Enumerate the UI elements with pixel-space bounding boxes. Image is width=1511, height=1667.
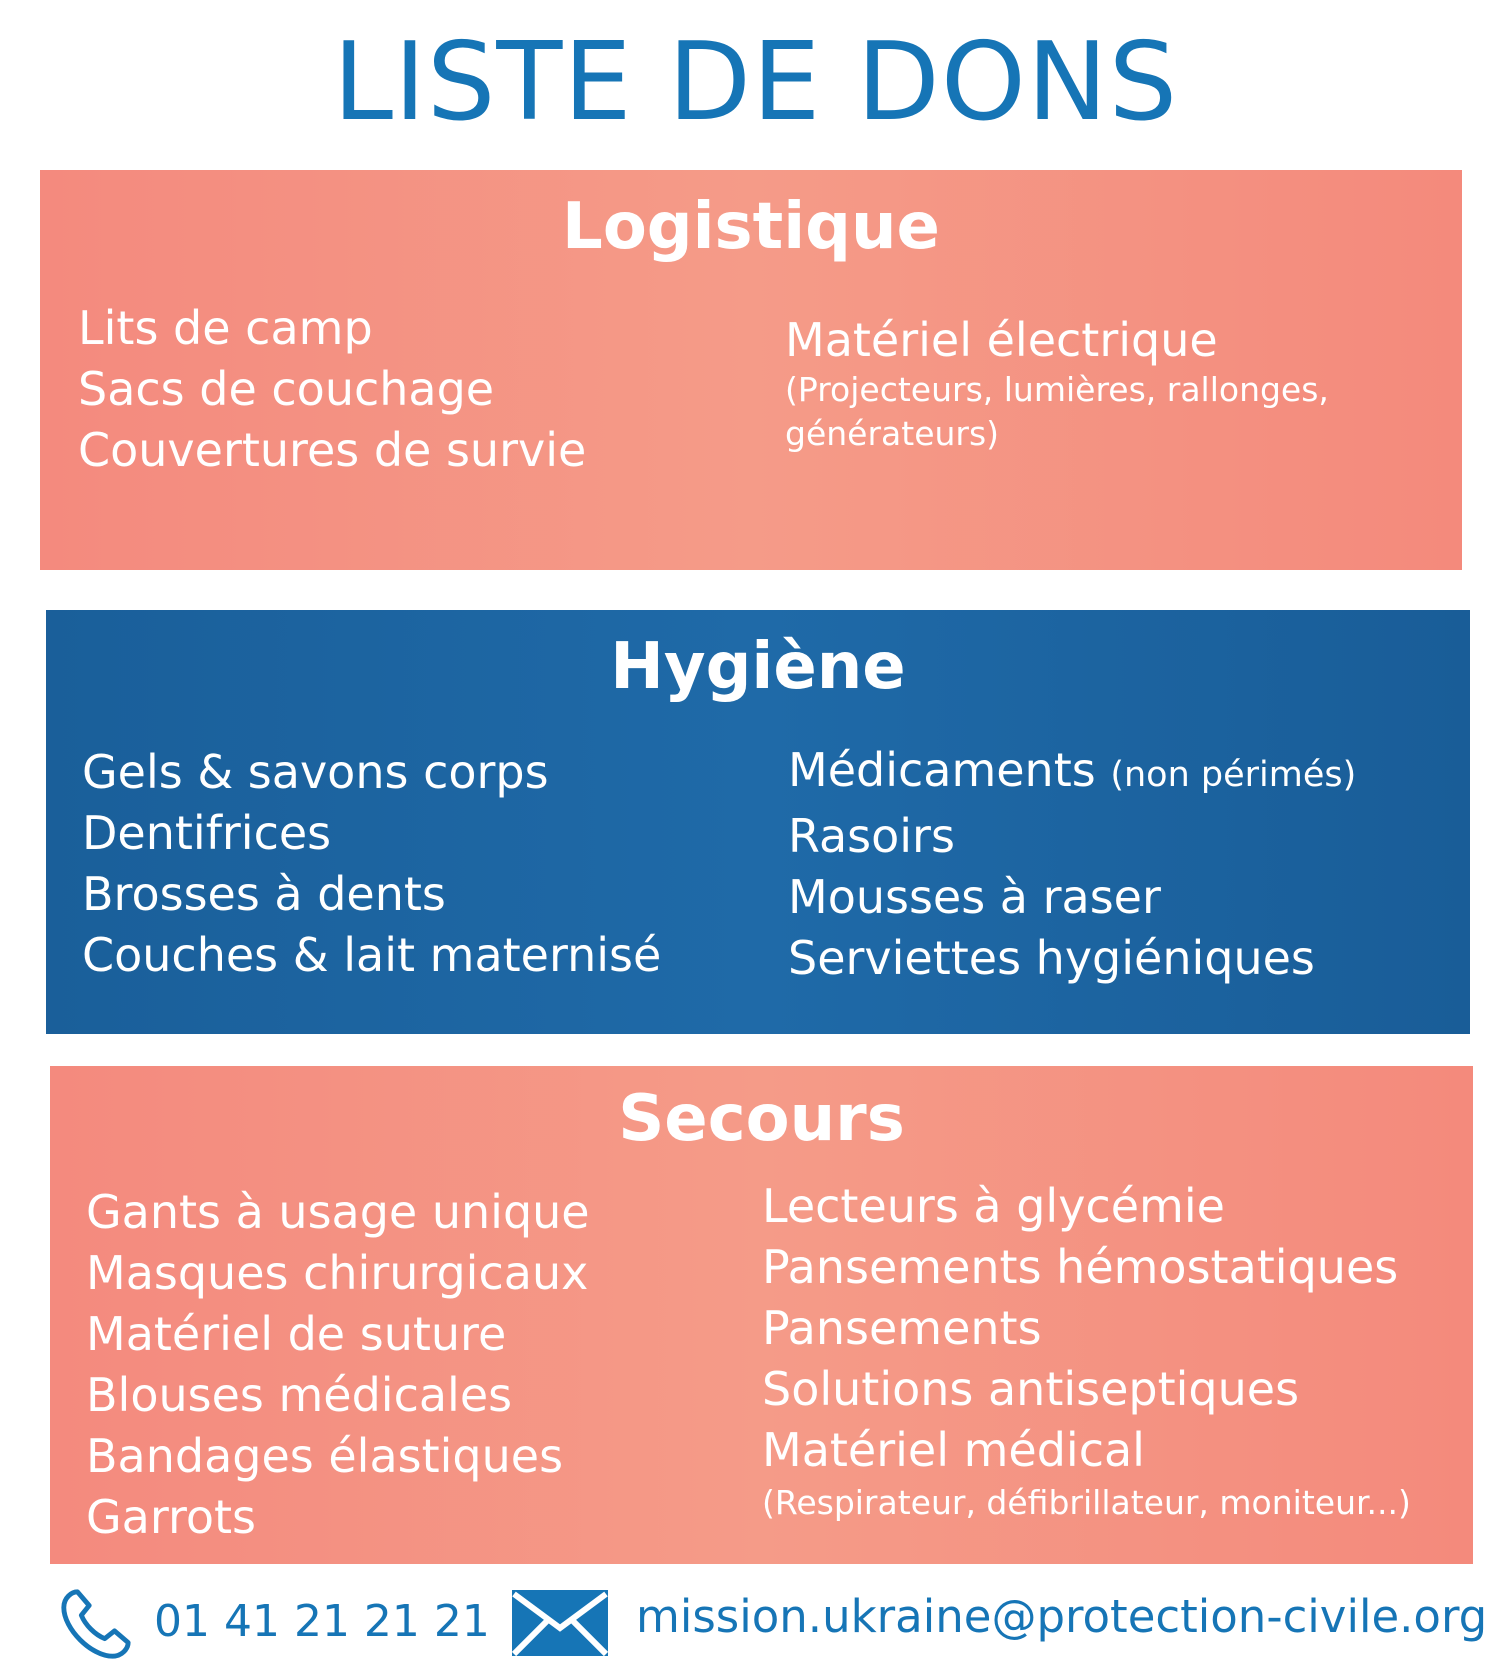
page-title: LISTE DE DONS [332,20,1179,145]
list-item: Mousses à raser [788,870,1161,924]
section-hygiene [46,610,1470,1034]
list-item [785,312,1329,456]
section-heading: Secours [618,1082,905,1156]
list-item: Sacs de couchage [78,362,495,416]
list-item: Bandages élastiques [86,1429,564,1483]
item-list-left [78,298,586,481]
item-label: Médicaments [788,743,1096,797]
section-secours [50,1066,1473,1564]
item-label: Matériel médical [762,1423,1145,1477]
email-address[interactable]: mission.ukraine@protection-civile.org [636,1590,1488,1643]
item-detail: (Respirateur, défibrillateur, moniteur...) [762,1483,1411,1522]
section-heading: Logistique [562,190,940,264]
list-item: Lecteurs à glycémie [762,1179,1225,1233]
item-list-right [762,1176,1411,1525]
list-item [788,740,1356,806]
phone-icon [56,1586,134,1664]
list-item: Masques chirurgicaux [86,1246,589,1300]
item-detail: (Projecteurs, lumières, rallonges, [785,370,1329,409]
list-item: Blouses médicales [86,1368,513,1422]
item-list-left [86,1182,590,1548]
section-heading: Hygiène [610,630,906,704]
list-item: Serviettes hygiéniques [788,931,1315,985]
list-item: Pansements hémostatiques [762,1240,1399,1294]
item-list-right [788,740,1356,989]
envelope-icon [510,1588,610,1658]
item-label: Matériel électrique [785,313,1218,367]
list-item: Pansements [762,1301,1042,1355]
list-item: Couvertures de survie [78,423,587,477]
list-item: Matériel de suture [86,1307,507,1361]
list-item: Lits de camp [78,301,373,355]
section-logistique [40,170,1462,570]
item-list-right [785,312,1329,456]
list-item [762,1420,1411,1525]
item-detail: générateurs) [785,414,1000,453]
list-item: Dentifrices [82,806,332,860]
list-item: Couches & lait maternisé [82,928,662,982]
phone-number[interactable]: 01 41 21 21 21 [154,1596,490,1647]
list-item: Solutions antiseptiques [762,1362,1300,1416]
contact-footer [0,1588,1511,1658]
item-note: (non périmés) [1110,755,1357,795]
list-item: Brosses à dents [82,867,446,921]
list-item: Garrots [86,1490,256,1544]
list-item: Gels & savons corps [82,745,549,799]
list-item: Rasoirs [788,809,955,863]
list-item: Gants à usage unique [86,1185,590,1239]
item-list-left [82,742,661,986]
